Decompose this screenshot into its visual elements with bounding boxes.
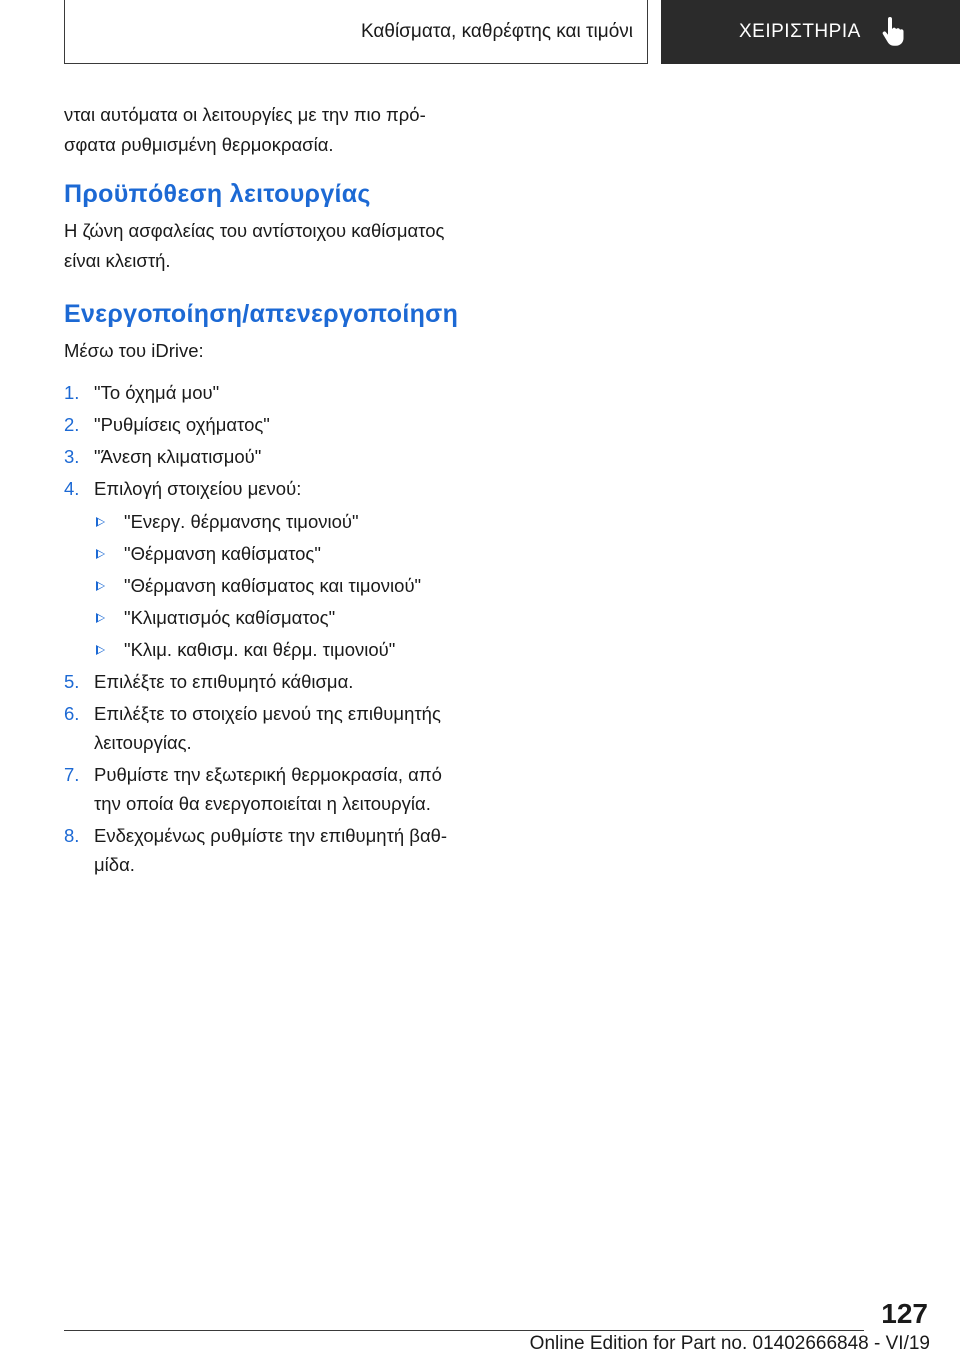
footer-divider xyxy=(64,1330,864,1331)
list-item xyxy=(64,821,474,879)
step-number: 6. xyxy=(64,703,80,724)
menu-option xyxy=(94,635,474,664)
triangle-bullet-icon xyxy=(96,517,105,527)
list-item xyxy=(64,474,474,664)
menu-option-text: "Κλιματισμός καθίσματος" xyxy=(124,607,336,628)
menu-option xyxy=(94,539,474,568)
step-text: "Το όχημά μου" xyxy=(94,382,220,403)
step-number: 1. xyxy=(64,382,80,403)
list-item xyxy=(64,378,474,407)
step-number: 4. xyxy=(64,478,80,499)
list-item xyxy=(64,760,474,818)
main-content xyxy=(64,100,474,882)
hand-pointer-icon xyxy=(881,17,905,47)
menu-option-text: "Κλιμ. καθισμ. και θέρμ. τιμονιού" xyxy=(124,639,396,660)
menu-option xyxy=(94,571,474,600)
intro-paragraph xyxy=(64,100,474,160)
step-text: Ενδεχομένως ρυθμίστε την επιθυμητή βαθ- xyxy=(94,825,448,846)
section-title: Καθίσματα, καθρέφτης και τιμόνι xyxy=(360,20,633,42)
menu-option xyxy=(94,603,474,632)
step-number: 5. xyxy=(64,671,80,692)
step-number: 2. xyxy=(64,414,80,435)
step-number: 8. xyxy=(64,825,80,846)
list-item xyxy=(64,442,474,471)
triangle-bullet-icon xyxy=(96,613,105,623)
menu-option-text: "Ενεργ. θέρμανσης τιμονιού" xyxy=(124,511,359,532)
activation-heading: Ενεργοποίηση/απενεργοποίηση xyxy=(64,300,459,328)
step-text: Επιλέξτε το επιθυμητό κάθισμα. xyxy=(94,671,354,692)
step-text: Ρυθμίστε την εξωτερική θερμοκρασία, από xyxy=(94,764,442,785)
steps-list xyxy=(64,378,474,879)
step-text: "Άνεση κλιματισμού" xyxy=(94,446,262,467)
menu-option-text: "Θέρμανση καθίσματος και τιμονιού" xyxy=(124,575,422,596)
triangle-bullet-icon xyxy=(96,549,105,559)
edition-note: Online Edition for Part no. 01402666848 - VI/19 xyxy=(529,1333,930,1354)
step-text: Επιλογή στοιχείου μενού: xyxy=(94,478,302,499)
step-number: 7. xyxy=(64,764,80,785)
list-item xyxy=(64,667,474,696)
step-text: μίδα. xyxy=(94,854,135,875)
intro-line: σφατα ρυθμισμένη θερμοκρασία. xyxy=(64,134,334,155)
manual-label: ΧΕΙΡΙΣΤΗΡΙΑ xyxy=(739,21,861,42)
step-text: την οποία θα ενεργοποιείται η λειτουργία. xyxy=(94,793,431,814)
triangle-bullet-icon xyxy=(96,581,105,591)
intro-line: νται αυτόματα οι λειτουργίες με την πιο πρό- xyxy=(64,104,426,125)
step-text: λειτουργίας. xyxy=(94,732,192,753)
prerequisite-text xyxy=(64,216,474,276)
list-item xyxy=(64,410,474,439)
step-number: 3. xyxy=(64,446,80,467)
activation-intro: Μέσω του iDrive: xyxy=(64,340,204,361)
list-item xyxy=(64,699,474,757)
menu-options-list xyxy=(94,507,474,664)
prerequisite-heading: Προϋπόθεση λειτουργίας xyxy=(64,180,371,208)
prerequisite-line: είναι κλειστή. xyxy=(64,250,171,271)
menu-option xyxy=(94,507,474,536)
step-text: "Ρυθμίσεις οχήματος" xyxy=(94,414,270,435)
page-number: 127 xyxy=(881,1298,928,1329)
manual-tab[interactable] xyxy=(661,0,960,64)
section-header xyxy=(64,0,648,64)
prerequisite-line: Η ζώνη ασφαλείας του αντίστοιχου καθίσματος xyxy=(64,220,445,241)
step-text: Επιλέξτε το στοιχείο μενού της επιθυμητής xyxy=(94,703,441,724)
menu-option-text: "Θέρμανση καθίσματος" xyxy=(124,543,321,564)
triangle-bullet-icon xyxy=(96,645,105,655)
